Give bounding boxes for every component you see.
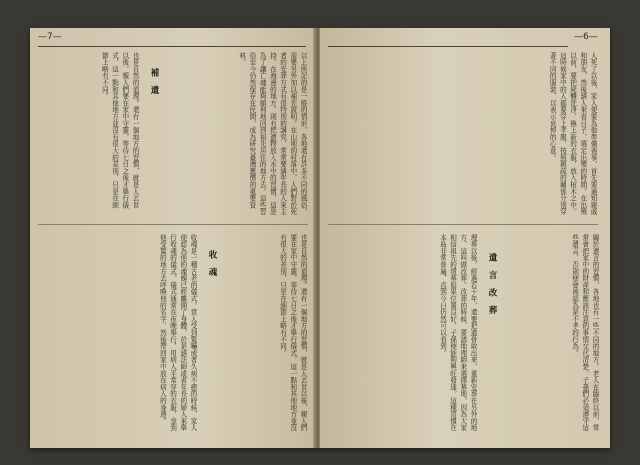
left-page [30,28,315,448]
body-text-block: 關於遺言的習慣，各地也有一些不同的地方。老人在臨終以前，常常會把家中的財產和應該注意的事情交代清楚，子孫們必須遵守這些遺言，否則便會被認為是不孝的行為。 [570,234,599,432]
header-rule [328,46,568,47]
page-number-left: —7— [38,32,62,42]
body-text-block: 也是自然的道理。還有一個地方的習慣，就是人去世以後，親人們要在家中守靈，等待七日之後才舉行儀式，這一點和其他地方並沒有很大的差別，只是在細節上略有不同。 [100,52,139,209]
section-heading: 補 遺 [149,68,159,97]
header-rule [38,46,306,47]
section-divider [328,224,598,225]
open-book-spread [30,28,610,448]
section-divider [38,224,308,225]
body-text-block: 人死了以後，家人便要為他準備喪事，首先要通知親戚和朋友，然後請人來看日子，選定出殯的時間。在出殯以前，要把屍體洗淨，換上新的衣服，放入棺木之中。這時候家中的人都要穿上孝服，按照親疏的關係分別穿著不同的服裝，以表示哀悼的心意。 [548,52,597,216]
right-page [320,28,610,448]
body-text-block: 也是自然的道理。還有一個地方的習慣，就是人去世以後，親人們要在家中守靈，等待七日之後才舉行儀式，這一點和其他地方並沒有很大的差別，只是在細節上略有不同。 [278,234,307,432]
section-heading: 遺 言 改 葬 [487,253,497,317]
page-number-right: —6— [574,32,598,42]
body-text-block: 以上所記的是一般的情形，各地還有許多不同的風俗，需要另外加以補充說明。在山地的村落中，人們對於死者的安葬方式有很特別的講究，常常要請年長的人來主持。在海邊的地方，則有把遺物放入水中的習慣，這是為了讓亡魂能夠順利地回到祖先居住的地方去。這些習俗至今仍然保存在民間，成為研究臺灣舊慣的重要資料。 [237,52,307,216]
body-text-block: 埋葬以後，經過若干年，還要把遺骨取出來，重新安葬在另外的地方，這叫做改葬。改葬的時候，要請地理師來選擇墓地，因為大家相信祖先的墳墓如果位置良好，子孫便能夠興旺發達。這種習慣在本島非常普遍，直到今日仍然可以看到。 [438,234,477,432]
section-heading: 收 魂 [207,250,217,279]
body-text-block: 收魂是一種古老的儀式。當人受到驚嚇或者久病不癒的時候，家人便認為他的魂魄已經離開了身體，於是請法師或者年長的婦人來舉行收魂的儀式。儀式通常在夜晚舉行，用病人平常穿的衣服，拿到他受驚的地方去呼喚他的名字，然後帶回家中放在病人的身邊。 [158,234,197,432]
